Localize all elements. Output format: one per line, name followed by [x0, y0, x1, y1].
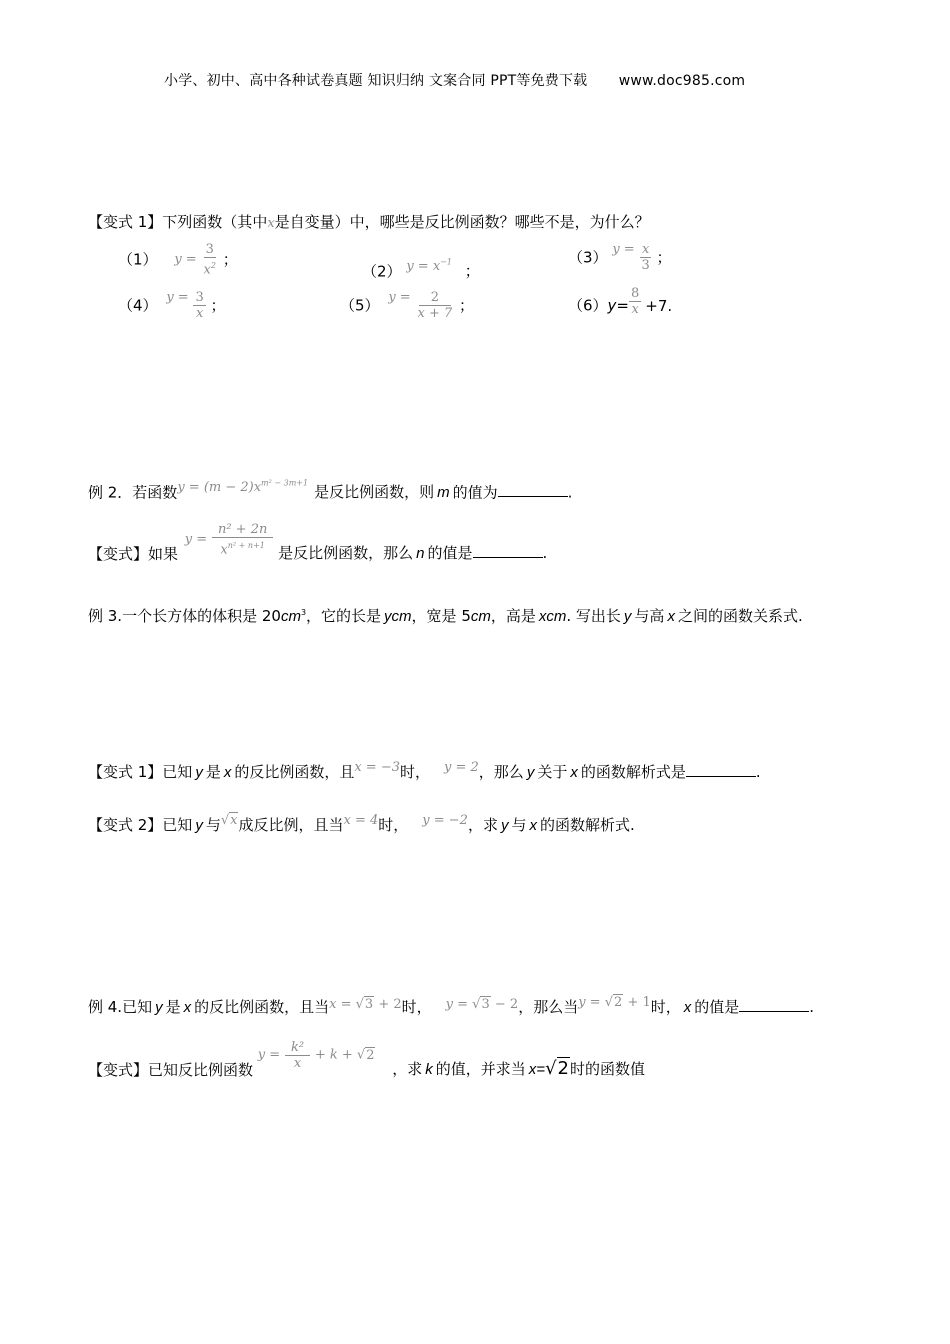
ex3-var-y: ycm	[384, 608, 412, 625]
item-label: （6）	[568, 296, 608, 315]
page-header	[164, 70, 745, 90]
ex4-cond3-lhs: y =	[578, 995, 601, 1010]
item-lhs: y=	[607, 296, 629, 315]
ex2v-post-a: 是反比例函数，那么	[278, 544, 414, 563]
ex3v1-pre: 【变式 1】已知	[88, 763, 193, 781]
ex4-y: y	[155, 999, 163, 1016]
ex2v-var: n	[416, 545, 425, 563]
fraction-numerator: 2	[419, 290, 451, 306]
fraction-numerator: k²	[285, 1040, 310, 1056]
variant1-title-pre: 【变式 1】下列函数（其中	[88, 213, 268, 231]
ex2-end: .	[567, 483, 573, 502]
ex3v1-d: ，那么	[478, 763, 524, 781]
variant1-item-1	[118, 242, 238, 277]
ex3-unit-a-exponent: 3	[300, 608, 307, 617]
item-lhs: y =	[388, 289, 411, 305]
ex3-unit-a: cm	[280, 608, 301, 625]
ex3v1-answer-blank[interactable]	[686, 762, 756, 777]
ex4v-sqrt-radicand: 2	[557, 1058, 569, 1079]
ex4-pre: 例 4.已知	[88, 998, 153, 1016]
ex3v1-cond1: x = −3	[354, 760, 400, 775]
ex3-text-g: 之间的函数关系式.	[677, 607, 803, 625]
ex3v2-pre: 【变式 2】已知	[88, 816, 193, 834]
ex4v-radicand: 2	[366, 1047, 375, 1063]
ex3v1-a: 是	[205, 763, 221, 781]
ex3v2-y: y	[195, 817, 203, 834]
ex4v-rest: + k + √2	[314, 1047, 375, 1063]
item-label: （5）	[340, 296, 380, 315]
ex3v1-y2: y	[526, 764, 535, 781]
ex4-c: 时，	[401, 998, 432, 1016]
item-fraction	[201, 242, 217, 277]
ex4-cond2-lhs: y =	[445, 997, 469, 1012]
item-label: （1）	[118, 250, 158, 269]
ex4-x2: x	[683, 999, 692, 1016]
fraction-denominator-exponent: n² + n+1	[227, 541, 265, 550]
fraction-denominator-exponent: 2	[210, 261, 216, 270]
item-expression	[406, 259, 452, 274]
ex2-answer-blank[interactable]	[498, 482, 568, 497]
ex3v1-x2: x	[570, 764, 578, 781]
ex3-unit-c: cm	[470, 608, 491, 625]
example3	[88, 603, 803, 627]
item-label: （4）	[118, 296, 158, 315]
ex4v-c: 时的函数值	[570, 1060, 646, 1078]
item-expression-exponent: −1	[440, 258, 452, 267]
ex4-cond1-radicand: 3	[364, 997, 374, 1012]
fraction-denominator: x + 7	[417, 306, 453, 321]
variant1-title-post: 是自变量）中，哪些是反比例函数？哪些不是，为什么？	[274, 213, 650, 231]
ex4-cond3-rest: + 1	[627, 995, 651, 1010]
example4-variant	[88, 1040, 646, 1079]
variant1-title-var: x	[267, 216, 275, 231]
ex3-x: x	[667, 608, 675, 625]
item-expression-text: y = x	[406, 259, 441, 275]
header-text: 小学、初中、高中各种试卷真题 知识归纳 文案合同 PPT等免费下载	[164, 73, 588, 89]
ex4-cond1-lhs: x =	[329, 997, 352, 1012]
ex2-formula	[177, 480, 308, 495]
item-fraction	[193, 290, 205, 321]
fraction-denominator: x	[203, 262, 211, 278]
item-lhs: y =	[166, 289, 189, 305]
fraction-denominator: 3	[641, 258, 650, 273]
ex2v-fraction	[212, 522, 273, 557]
item-tail: ；	[464, 262, 480, 281]
ex4v-b: 的值，并求当	[435, 1060, 526, 1078]
ex3v1-f: 的函数解析式是	[580, 763, 686, 781]
ex2v-answer-blank[interactable]	[473, 543, 543, 558]
ex4-b: 的反比例函数，且当	[194, 998, 330, 1016]
variant1-title	[88, 212, 650, 234]
ex4-cond1-rest: + 2	[378, 997, 402, 1012]
ex2v-end: .	[542, 544, 548, 563]
item-lhs: y =	[174, 251, 197, 267]
ex3v1-e: 关于	[537, 763, 568, 781]
ex4-cond2-rest: − 2	[494, 997, 519, 1012]
example2-variant	[88, 522, 548, 563]
ex2-pre: 例 2．若函数	[88, 483, 178, 502]
fraction-numerator: n² + 2n	[212, 522, 273, 538]
ex4v-fraction	[285, 1040, 310, 1071]
ex4v-pre: 【变式】已知反比例函数	[88, 1060, 254, 1079]
item-tail: ；	[210, 296, 226, 315]
example3-variant2	[88, 815, 635, 837]
ex3-text-d: ，高是	[490, 607, 536, 625]
ex2-formula-exponent: m² − 3m+1	[261, 479, 309, 488]
ex4v-a: ，求	[392, 1060, 423, 1078]
ex3v2-f: 的函数解析式.	[539, 816, 635, 834]
ex3v2-cond1: x = 4	[343, 813, 379, 828]
ex3-text-b: ，它的长是	[306, 607, 382, 625]
ex3v1-c: 时，	[400, 763, 431, 781]
item-tail: +7.	[645, 296, 673, 315]
ex3-text-c: ，宽是 5	[411, 607, 471, 625]
fraction-numerator: x	[641, 242, 650, 257]
ex2v-lhs: y =	[184, 531, 208, 547]
ex4-a: 是	[165, 998, 181, 1016]
example3-variant1	[88, 762, 761, 784]
ex3v2-e: 与	[511, 816, 527, 834]
ex4v-tail	[392, 1060, 645, 1078]
ex3-text-e: . 写出长	[566, 607, 621, 625]
ex3v1-cond2: y = 2	[444, 760, 479, 775]
ex4-cond3: y = √2 + 1	[578, 995, 651, 1010]
ex3-y: y	[623, 608, 632, 625]
ex4-cond1: x = √3 + 2	[329, 997, 402, 1012]
item-label: （3）	[568, 248, 608, 267]
ex2-post-b: 的值为	[452, 483, 498, 502]
item-tail: ；	[459, 296, 475, 315]
ex3v1-end: .	[755, 763, 761, 781]
variant1-item-6	[568, 286, 673, 321]
fraction-denominator: x	[195, 306, 204, 321]
item-fraction	[415, 290, 454, 321]
fraction-denominator: x	[631, 302, 639, 317]
ex3v2-sqrt-radicand: x	[230, 813, 238, 828]
ex4v-lhs: y =	[257, 1047, 281, 1063]
variant1-item-2	[362, 259, 480, 283]
item-tail: ；	[656, 248, 672, 267]
ex3v2-d: ，求	[467, 816, 498, 834]
ex3v2-cond2: y = −2	[422, 813, 468, 828]
ex4-d: ，那么当	[518, 998, 579, 1016]
ex4-e: 时，	[650, 998, 681, 1016]
ex4-cond2: y = √3 − 2	[445, 997, 519, 1012]
ex2v-tail	[278, 544, 547, 562]
ex4-end: .	[809, 998, 815, 1016]
item-label: （2）	[362, 262, 402, 281]
example4	[88, 997, 814, 1019]
ex4v-xeq: x=	[528, 1061, 546, 1078]
ex3-text-a: 例 3.一个长方体的体积是 20	[88, 607, 281, 625]
ex3-text-f: 与高	[634, 607, 665, 625]
header-url: www.doc985.com	[618, 73, 746, 89]
fraction-numerator: 3	[195, 290, 204, 305]
ex3v1-y: y	[195, 764, 203, 781]
ex3v1-x: x	[223, 764, 232, 781]
item-lhs: y =	[612, 241, 635, 257]
ex3v2-a: 与	[205, 816, 221, 834]
variant1-item-3	[568, 242, 672, 273]
ex4-answer-blank[interactable]	[739, 997, 809, 1012]
ex4-f: 的值是	[694, 998, 740, 1016]
ex3-var-x: xcm	[538, 608, 567, 625]
fraction-denominator: x	[293, 1056, 302, 1071]
ex2-var: m	[437, 484, 450, 502]
ex3v2-y2: y	[500, 817, 509, 834]
example2	[88, 480, 572, 504]
item-tail: ；	[222, 250, 238, 269]
item-fraction	[639, 242, 651, 273]
ex2v-pre: 【变式】如果	[88, 544, 179, 563]
item-fraction	[629, 286, 641, 317]
ex4v-sqrt: √2	[545, 1058, 569, 1079]
ex3v2-b: 成反比例，且当	[238, 816, 344, 834]
ex4v-rest-text: + k +	[314, 1047, 353, 1063]
fraction-numerator: 8	[631, 286, 640, 301]
ex4-x: x	[183, 999, 192, 1016]
ex4v-k: k	[425, 1061, 433, 1078]
ex3v1-b: 的反比例函数，且	[234, 763, 355, 781]
ex3v2-sqrt: √x	[220, 813, 238, 828]
ex3v2-x2: x	[529, 817, 537, 834]
fraction-denominator: x	[220, 542, 228, 558]
fraction-numerator: 3	[205, 242, 214, 257]
ex2v-post-b: 的值是	[427, 544, 473, 563]
ex2-formula-text: y = (m − 2)x	[177, 480, 262, 496]
variant1-item-5	[340, 290, 474, 321]
variant1-item-4	[118, 290, 226, 321]
ex2-post-a: 是反比例函数，则	[314, 483, 435, 502]
ex4-cond2-radicand: 3	[481, 997, 490, 1012]
ex3v2-c: 时，	[378, 816, 409, 834]
ex4-cond3-radicand: 2	[614, 995, 623, 1010]
